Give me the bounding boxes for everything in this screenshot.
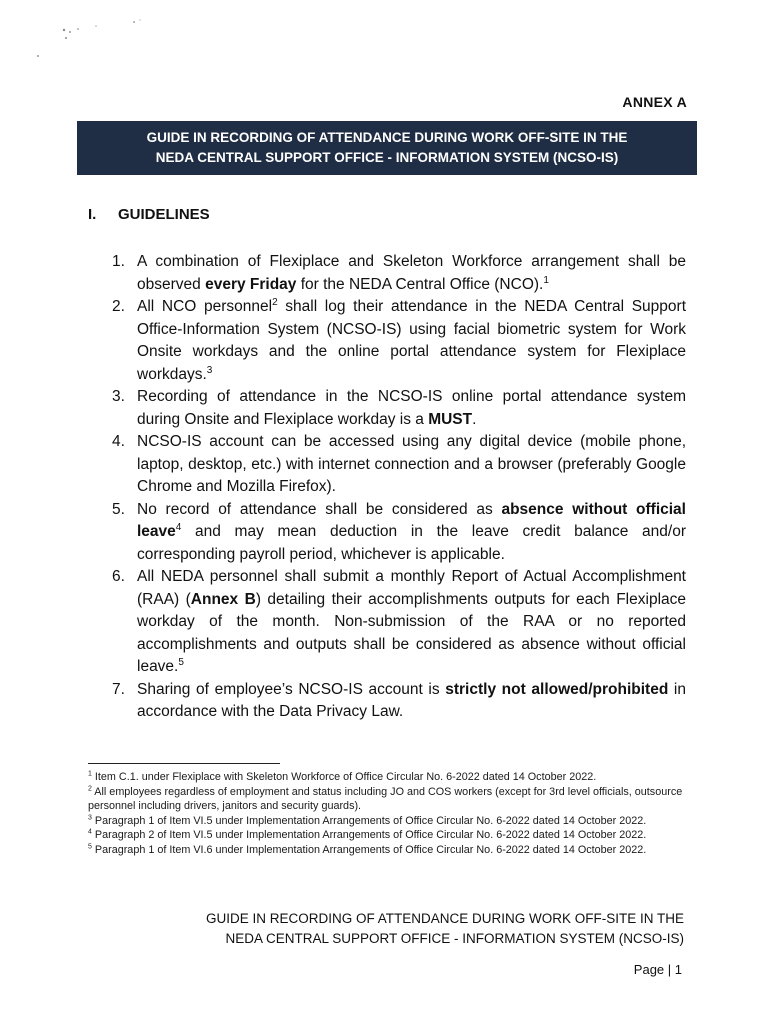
list-item: 5. No record of attendance shall be considered as absence without official leave$^4$ and may mean deduction in the leave credit balance and/or corresponding payroll period, whichever is applicable. [112, 500, 686, 563]
footnote-ref: 2 [272, 296, 278, 308]
footnote-ref: 4 [175, 521, 182, 533]
list-item: 3. Recording of attendance in the NCSO-IS online portal attendance system during Onsite and Flexiplace workday is a MUST. [112, 388, 686, 428]
footer-line-2: NEDA CENTRAL SUPPORT OFFICE - INFORMATION SYSTEM (NCSO-IS) [225, 931, 684, 946]
title-line-2: NEDA CENTRAL SUPPORT OFFICE - INFORMATION SYSTEM (NCSO-IS) [155, 150, 619, 165]
section-heading [88, 206, 210, 223]
guidelines-list [112, 251, 686, 724]
footnote: $^4$ Paragraph 2 of Item VI.5 under Implementation Arrangements of Office Circular No. 6-2022 dated 14 October 2022. [88, 828, 647, 842]
footer-line-1: GUIDE IN RECORDING OF ATTENDANCE DURING WORK OFF-SITE IN THE [205, 911, 684, 926]
footnote: $^1$ Item C.1. under Flexiplace with Skeleton Workforce of Office Circular No. 6-2022 dated 14 October 2022. [88, 770, 597, 783]
title-line-1: GUIDE IN RECORDING OF ATTENDANCE DURING WORK OFF-SITE IN THE [146, 130, 628, 145]
footnote-ref: 5 [178, 656, 184, 668]
footnote: $^2$ All employees regardless of employment and status including JO and COS workers (except for 3rd level officials, outsource personnel including drivers, janitors and security guards). [88, 785, 683, 813]
footnote: $^5$ Paragraph 1 of Item VI.6 under Implementation Arrangements of Office Circular No. 6-2022 dated 14 October 2022. [88, 843, 647, 856]
footnotes [88, 770, 684, 858]
list-item: 1. A combination of Flexiplace and Skeleton Workforce arrangement shall be observed every Friday for the NEDA Central Office (NCO).$^1$ [112, 253, 686, 293]
annex-label: ANNEX A [622, 94, 687, 110]
page-number: Page | 1 [633, 962, 682, 977]
footnote: $^3$ Paragraph 1 of Item VI.5 under Implementation Arrangements of Office Circular No. 6-2022 dated 14 October 2022. [88, 814, 647, 827]
scan-artifact-marks [30, 14, 150, 64]
list-item: 6. All NEDA personnel shall submit a monthly Report of Actual Accomplishment (RAA) (Annex B) detailing their accomplishments outputs for each Flexiplace workday of the month. Non-submission of the RAA or no reported accomplishments and outputs shall be considered as absence without official leave.$^5$ [112, 568, 686, 675]
list-item: 4. NCSO-IS account can be accessed using any digital device (mobile phone, laptop, desktop, etc.) with internet connection and a browser (preferably Google Chrome and Mozilla Firefox). [112, 433, 686, 495]
footnote-divider [88, 763, 280, 764]
document-title-banner [77, 121, 697, 175]
footnote-ref: 3 [206, 364, 213, 376]
section-number: I. [88, 206, 97, 223]
section-title: GUIDELINES [118, 206, 210, 223]
list-item: 2. All NCO personnel$^2$ shall log their attendance in the NEDA Central Support Office-Information System (NCSO-IS) using facial biometric system for Work Onsite workdays and the online portal attendance system for Flexiplace workdays.$^3$ [112, 296, 686, 383]
page-footer [206, 909, 684, 949]
list-item: 7. Sharing of employee’s NCSO-IS account is strictly not allowed/prohibited in accordance with the Data Privacy Law. [112, 680, 686, 720]
footnote-ref: 1 [543, 274, 549, 286]
